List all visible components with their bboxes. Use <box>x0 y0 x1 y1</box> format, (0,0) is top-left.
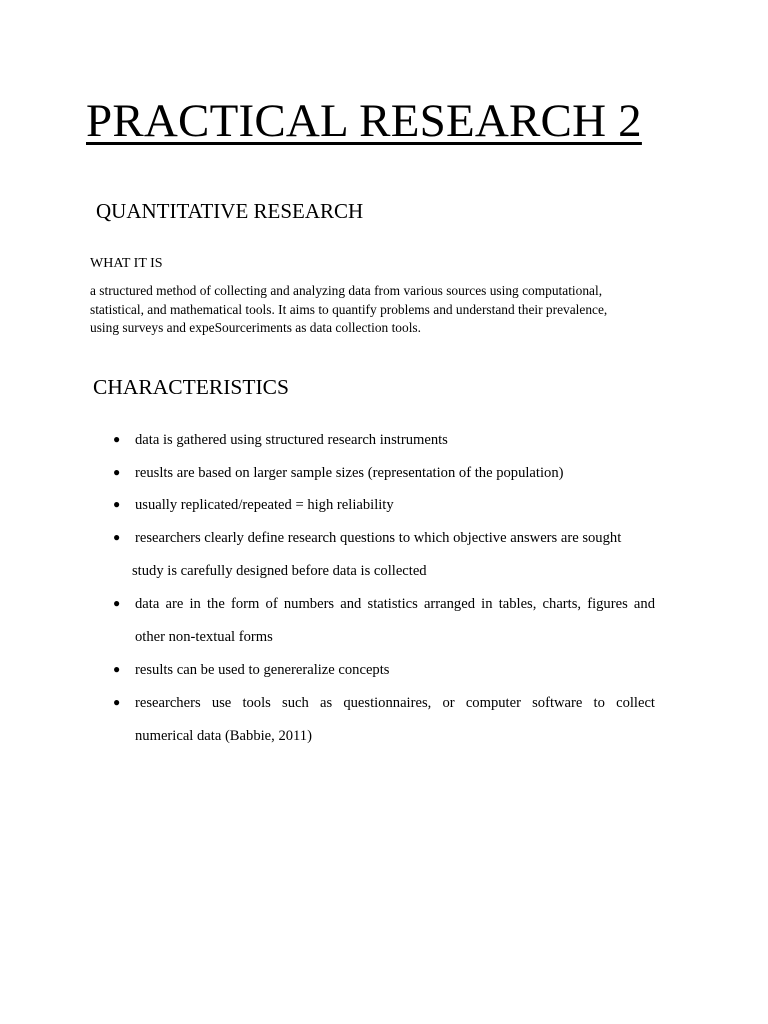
list-item-wrap-line: numerical data (Babbie, 2011) <box>135 728 312 744</box>
list-item: results can be used to genereralize concepts <box>135 662 390 678</box>
list-continuation-line: study is carefully designed before data is collected <box>132 563 427 579</box>
list-item: reuslts are based on larger sample sizes (representation of the population) <box>135 465 564 481</box>
definition-line: a structured method of collecting and analyzing data from various sources using computational, <box>90 283 603 298</box>
definition-paragraph <box>90 282 650 338</box>
bullet-dot: ● <box>113 497 121 511</box>
bullet-dot: ● <box>113 432 121 446</box>
definition-line: using surveys and expeSourceriments as data collection tools. <box>90 320 421 335</box>
bullet-dot: ● <box>113 530 121 544</box>
page-title: PRACTICAL RESEARCH 2 <box>86 95 642 147</box>
bullet-dot: ● <box>113 662 121 676</box>
what-it-is-label: WHAT IT IS <box>90 256 163 271</box>
list-item: data are in the form of numbers and statistics arranged in tables, charts, figures and <box>135 596 655 612</box>
list-item-wrap-line: other non-textual forms <box>135 629 273 645</box>
bullet-dot: ● <box>113 695 121 709</box>
bullet-dot: ● <box>113 596 121 610</box>
list-item: data is gathered using structured research instruments <box>135 432 448 448</box>
definition-line: statistical, and mathematical tools. It aims to quantify problems and understand their prevalence, <box>90 301 608 317</box>
list-item: researchers clearly define research questions to which objective answers are sought <box>135 530 622 546</box>
section-heading-quantitative-research: QUANTITATIVE RESEARCH <box>96 199 364 223</box>
bullet-dot: ● <box>113 465 121 479</box>
characteristics-heading: CHARACTERISTICS <box>93 375 289 399</box>
list-item: usually replicated/repeated = high reliability <box>135 497 394 513</box>
list-item: researchers use tools such as questionnaires, or computer software to collect <box>135 695 655 711</box>
